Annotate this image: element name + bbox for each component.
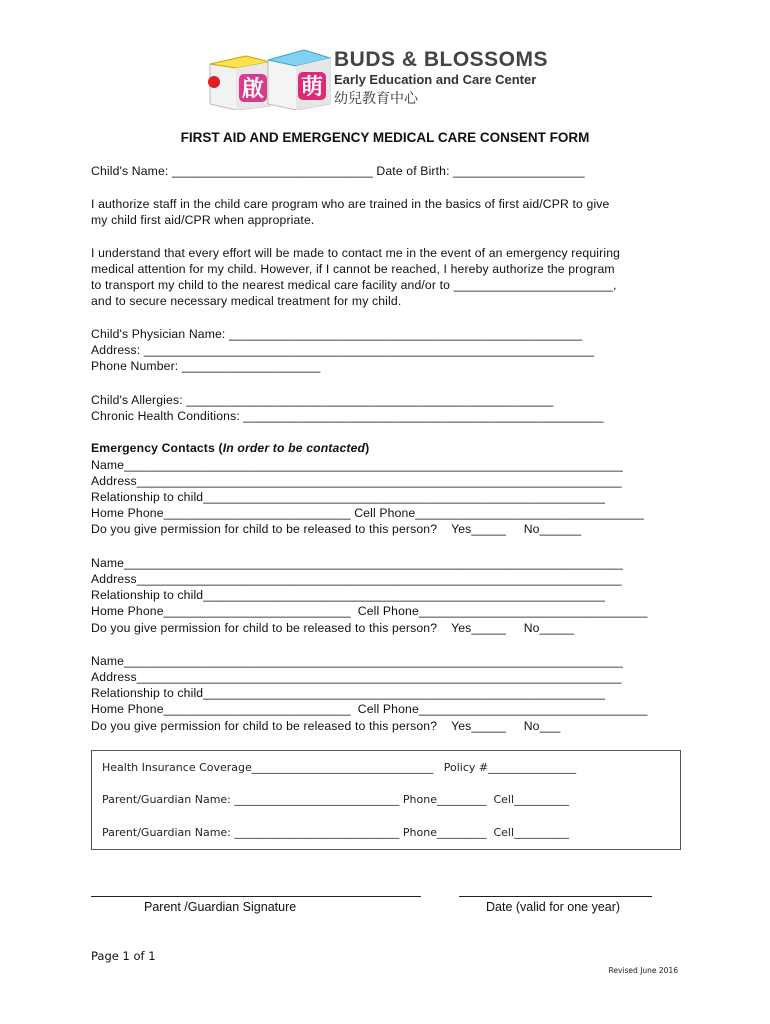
contact-phones-field[interactable]: Home Phone___________________________ Cell Phone_________________________________ xyxy=(91,702,648,716)
emergency-heading-note: In order to be contacted xyxy=(222,441,366,455)
form-title: FIRST AID AND EMERGENCY MEDICAL CARE CONSENT FORM xyxy=(180,130,590,145)
date-line[interactable] xyxy=(459,896,652,897)
contact-address-field[interactable]: Address______________________________________________________________________ xyxy=(91,474,622,488)
consent-paragraph-line: my child first aid/CPR when appropriate. xyxy=(91,213,315,227)
contact-address-field[interactable]: Address______________________________________________________________________ xyxy=(91,670,622,684)
guardian-name-field[interactable]: Parent/Guardian Name: ______________________________ Phone_________ Cell__________ xyxy=(102,826,570,839)
consent-paragraph-line: I authorize staff in the child care program who are trained in the basics of first aid/CPR to give xyxy=(91,197,610,211)
emergency-contacts-heading xyxy=(91,441,369,455)
logo-char-1: 啟 xyxy=(242,76,265,101)
insurance-coverage-field[interactable]: Health Insurance Coverage_________________________________ Policy #________________ xyxy=(102,761,577,774)
physician-phone-field[interactable]: Phone Number: ____________________ xyxy=(91,359,321,373)
insurance-box xyxy=(91,750,681,850)
physician-name-field[interactable]: Child's Physician Name: ___________________________________________________ xyxy=(91,327,583,341)
child-name-dob-line[interactable]: Child's Name: _____________________________ Date of Birth: ___________________ xyxy=(91,164,585,178)
authorization-paragraph-line: medical attention for my child. However, if I cannot be reached, I hereby authorize the program xyxy=(91,262,615,276)
contact-name-field[interactable]: Name________________________________________________________________________ xyxy=(91,458,623,472)
contact-permission-line[interactable]: Do you give permission for child to be released to this person? Yes_____ No___ xyxy=(91,719,561,733)
contact-permission-line[interactable]: Do you give permission for child to be released to this person? Yes_____ No_____ xyxy=(91,621,575,635)
contact-relationship-field[interactable]: Relationship to child__________________________________________________________ xyxy=(91,686,606,700)
contact-phones-field[interactable]: Home Phone___________________________ Cell Phone_________________________________ xyxy=(91,506,644,520)
contact-relationship-field[interactable]: Relationship to child__________________________________________________________ xyxy=(91,588,606,602)
date-caption: Date (valid for one year) xyxy=(486,900,621,914)
guardian-name-field[interactable]: Parent/Guardian Name: ______________________________ Phone_________ Cell__________ xyxy=(102,793,570,806)
chronic-conditions-field[interactable]: Chronic Health Conditions: ____________________________________________________ xyxy=(91,409,604,423)
logo-char-2: 萌 xyxy=(301,74,324,99)
allergies-field[interactable]: Child's Allergies: _____________________________________________________ xyxy=(91,393,554,407)
contact-name-field[interactable]: Name________________________________________________________________________ xyxy=(91,654,623,668)
brand-chinese: 幼兒教育中心 xyxy=(334,90,418,106)
contact-phones-field[interactable]: Home Phone___________________________ Cell Phone_________________________________ xyxy=(91,604,648,618)
logo xyxy=(206,42,331,110)
revision-date: Revised June 2016 xyxy=(608,966,678,975)
authorization-facility-line[interactable]: to transport my child to the nearest medical care facility and/or to _______________________, xyxy=(91,278,617,292)
page-number: Page 1 of 1 xyxy=(91,949,156,963)
authorization-paragraph-line: and to secure necessary medical treatment for my child. xyxy=(91,294,402,308)
contact-name-field[interactable]: Name________________________________________________________________________ xyxy=(91,556,623,570)
signature-line[interactable] xyxy=(91,896,421,897)
contact-relationship-field[interactable]: Relationship to child__________________________________________________________ xyxy=(91,490,606,504)
brand-subtitle: Early Education and Care Center xyxy=(334,72,537,87)
emergency-heading-text: Emergency Contacts ( xyxy=(91,441,223,455)
signature-caption: Parent /Guardian Signature xyxy=(144,900,297,914)
emergency-heading-close: ) xyxy=(365,441,370,455)
authorization-paragraph-line: I understand that every effort will be made to contact me in the event of an emergency requiring xyxy=(91,246,621,260)
physician-address-field[interactable]: Address: _________________________________________________________________ xyxy=(91,343,595,357)
contact-permission-line[interactable]: Do you give permission for child to be released to this person? Yes_____ No______ xyxy=(91,522,582,536)
contact-address-field[interactable]: Address______________________________________________________________________ xyxy=(91,572,622,586)
brand-name: BUDS & BLOSSOMS xyxy=(334,48,549,71)
